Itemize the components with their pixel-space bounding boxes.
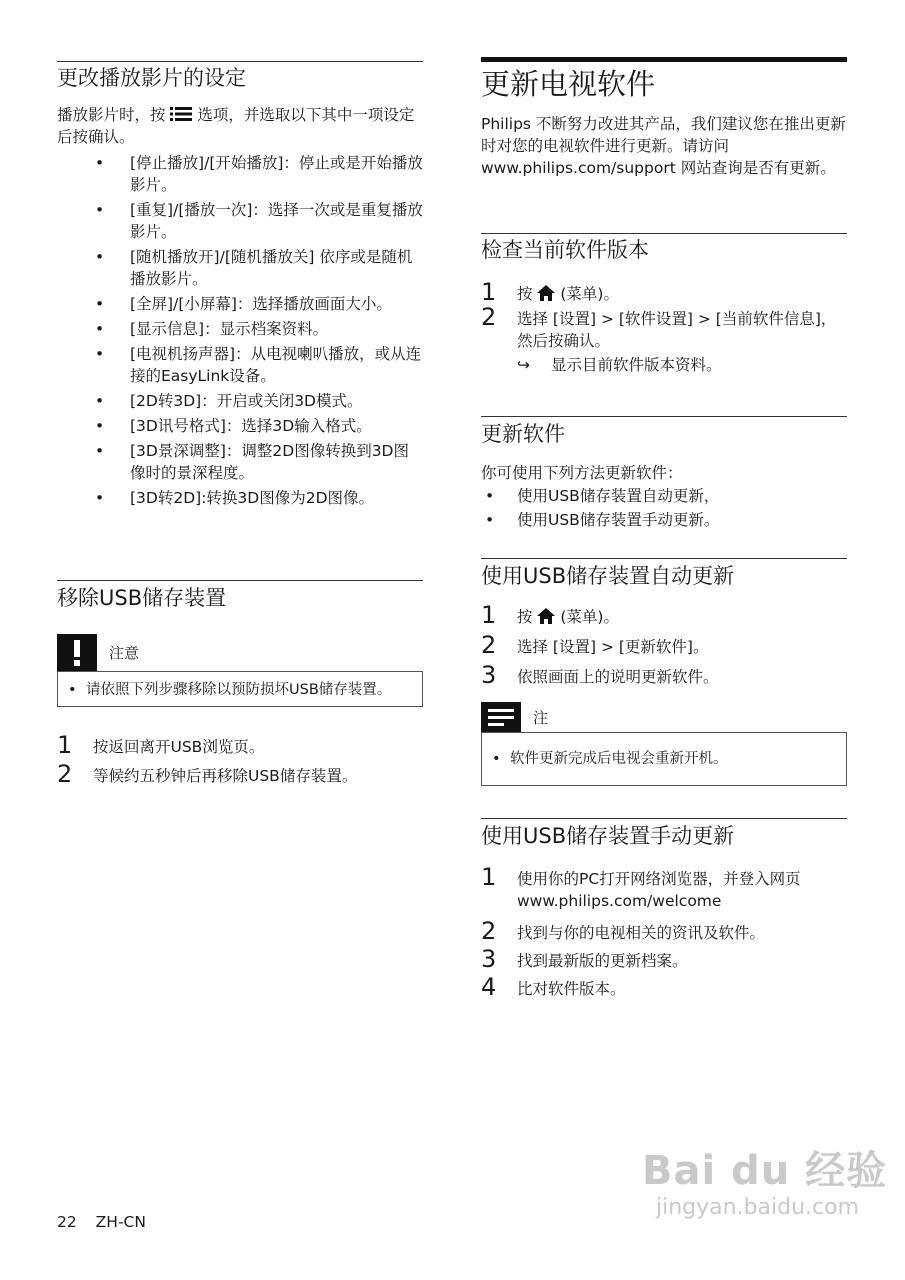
step-item [481,661,847,689]
chapter-intro: Philips 不断努力改进其产品，我们建议您在推出更新时对您的电视软件进行更新。请访问 www.philips.com/support 网站查询是否有更新。 [481,115,846,177]
list-item: • 使用USB储存装置自动更新， [481,485,847,507]
list-item: • 使用USB储存装置手动更新。 [481,509,847,531]
home-icon [537,608,555,624]
remove-usb-steps [57,731,423,788]
step-text-post: (菜单)。 [555,608,619,626]
step-item [481,863,847,912]
step-text: 使用你的PC打开网络浏览器，并登入网页www.philips.com/welcome [517,870,801,910]
step-text: 等候约五秒钟后再移除USB储存装置。 [93,767,358,785]
step-text: 找到与你的电视相关的资讯及软件。 [517,924,766,942]
section-title-manual-update: 使用USB储存装置手动更新 [481,824,735,848]
watermark-brand: Bai du 经验 [642,1148,888,1194]
step-text: 依照画面上的说明更新软件。 [517,668,719,686]
step-number: 3 [481,661,497,689]
note-box [481,702,847,786]
caution-box [57,634,423,707]
section-rule [481,558,847,559]
caution-header [57,634,423,671]
step-text: 找到最新版的更新档案。 [517,952,688,970]
section-rule [481,233,847,234]
step-text: 比对软件版本。 [517,980,626,998]
list-item: • [电视机扬声器]：从电视喇叭播放，或从连接的EasyLink设备。 [57,343,423,387]
step-text: 按返回离开USB浏览页。 [93,738,265,756]
check-version-steps [481,278,847,376]
chapter-rule [481,57,847,62]
step-item [481,945,847,973]
step-text [517,606,619,628]
section-rule [481,416,847,417]
list-item: • [随机播放开]/[随机播放关] 依序或是随机播放影片。 [57,246,423,290]
note-body-frame [481,732,847,786]
step-result [481,354,847,376]
options-icon [170,107,192,121]
section-title-playback-settings: 更改播放影片的设定 [57,66,246,90]
step-text-pre: 按 [517,285,538,303]
watermark-url: jingyan.baidu.com [656,1195,860,1220]
step-item [481,917,847,945]
step-text [517,283,619,305]
caution-body-frame [57,671,423,707]
manual-update-steps [481,863,847,1001]
note-text: • 软件更新完成后电视会重新开机。 [482,733,846,775]
step-item [57,731,423,759]
left-column [57,0,423,788]
list-item: • [显示信息]：显示档案资料。 [57,318,423,340]
step-number: 4 [481,973,497,1001]
result-text: 显示目前软件版本资料。 [551,356,722,374]
step-number: 1 [481,863,497,891]
auto-update-steps [481,601,847,689]
section-title-auto-update: 使用USB储存装置自动更新 [481,564,735,588]
playback-options-list [57,152,423,509]
update-methods-list [481,485,847,531]
result-arrow-icon: ↪ [517,356,530,374]
step-item [57,760,423,788]
note-label: 注 [533,708,549,727]
page-footer [57,1213,146,1231]
step-number: 2 [481,631,497,659]
note-icon [481,702,521,732]
step-item [481,303,847,352]
step-number: 1 [57,731,73,759]
update-intro: 你可使用下列方法更新软件： [481,464,683,482]
list-item: • [重复]/[播放一次]：选择一次或是重复播放影片。 [57,199,423,243]
step-number: 1 [481,278,497,306]
step-number: 2 [481,917,497,945]
step-text-pre: 按 [517,608,538,626]
caution-text: • 请依照下列步骤移除以预防损坏USB储存装置。 [58,672,422,706]
section-title-update-software: 更新软件 [481,422,565,446]
intro-text-pre: 播放影片时，按 [57,106,171,124]
page-number: 22 [57,1213,77,1231]
list-item: • [2D转3D]：开启或关闭3D模式。 [57,390,423,412]
section-title-remove-usb: 移除USB储存装置 [57,586,227,610]
step-item [481,973,847,1001]
section-rule [57,61,423,62]
step-number: 2 [481,303,497,331]
step-item [481,631,847,659]
step-text: 选择 [设置] > [软件设置] > [当前软件信息]，然后按确认。 [517,310,837,350]
step-number: 3 [481,945,497,973]
step-text-post: (菜单)。 [555,285,619,303]
intro-text-post: 选项，并选取以下其中一项设定后按确认。 [57,106,415,146]
language-code: ZH-CN [95,1213,146,1231]
baidu-watermark [642,1148,887,1222]
list-item: • [3D转2D]:转换3D图像为2D图像。 [57,487,423,509]
home-icon [537,285,555,301]
list-item: • [全屏]/[小屏幕]：选择播放画面大小。 [57,293,423,315]
caution-label: 注意 [109,644,140,662]
note-header [481,702,847,732]
step-item [481,601,847,629]
list-item: • [停止播放]/[开始播放]：停止或是开始播放影片。 [57,152,423,196]
step-text: 选择 [设置] > [更新软件]。 [517,638,709,656]
step-number: 2 [57,760,73,788]
step-number: 1 [481,601,497,629]
caution-icon [57,634,97,671]
list-item: • [3D讯号格式]：选择3D输入格式。 [57,415,423,437]
section-rule [481,818,847,819]
section-title-check-version: 检查当前软件版本 [481,238,649,262]
playback-intro [57,104,423,148]
step-item [481,278,847,306]
chapter-title: 更新电视软件 [481,67,656,101]
section-rule [57,580,423,581]
list-item: • [3D景深调整]：调整2D图像转换到3D图像时的景深程度。 [57,440,423,484]
